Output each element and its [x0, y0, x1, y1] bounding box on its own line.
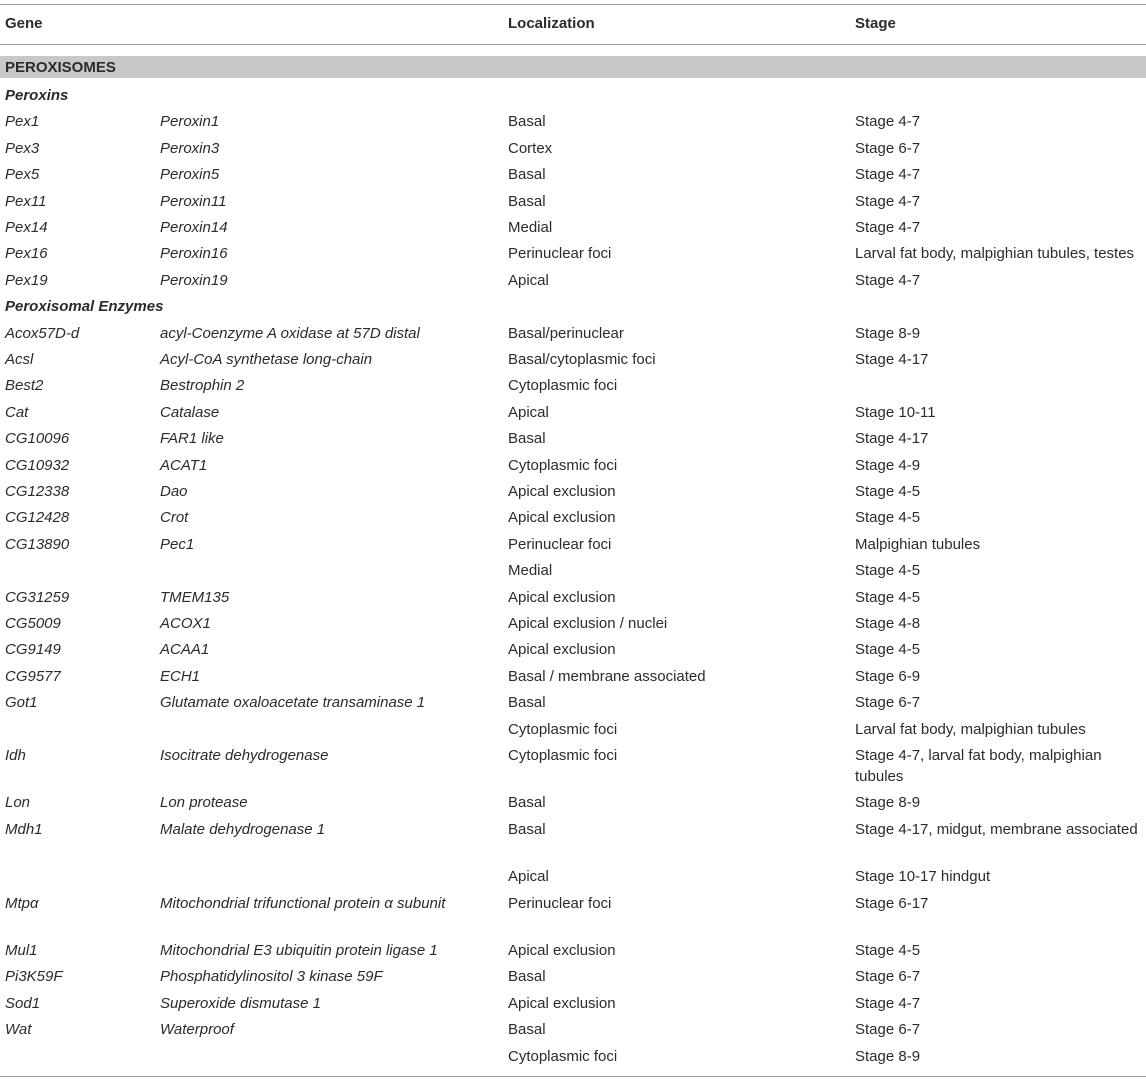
cell-gene-name: Catalase	[160, 403, 220, 421]
cell-localization: Basal	[508, 192, 546, 210]
section-title: PEROXISOMES	[5, 59, 116, 76]
cell-localization: Basal / membrane associated	[508, 667, 706, 685]
cell-stage: Stage 6-9	[855, 667, 921, 685]
cell-stage: Stage 6-17	[855, 894, 929, 912]
cell-localization: Perinuclear foci	[508, 245, 612, 263]
cell-stage: Stage 10-17 hindgut	[855, 868, 991, 886]
cell-gene-symbol: Mdh1	[5, 820, 43, 838]
cell-localization: Basal	[508, 794, 546, 812]
cell-gene-name: Peroxin19	[160, 271, 228, 289]
cell-gene-symbol: Mul1	[5, 942, 38, 959]
cell-gene-name: ACAA1	[160, 641, 210, 659]
cell-stage: Stage 4-7	[855, 166, 921, 184]
header-rule	[0, 44, 1146, 45]
cell-stage: Stage 4-17, midgut, membrane associated	[855, 820, 1138, 838]
cell-gene-name: Malate dehydrogenase 1	[160, 820, 326, 838]
cell-gene-symbol: CG10096	[5, 430, 70, 448]
cell-gene-symbol: Pi3K59F	[5, 968, 63, 986]
cell-localization: Cytoplasmic foci	[508, 720, 618, 738]
cell-localization: Basal	[508, 113, 546, 131]
cell-stage: Stage 4-7, larval fat body, malpighian tubules	[855, 747, 1102, 785]
cell-gene-symbol: CG31259	[5, 588, 70, 606]
cell-gene-symbol: Pex11	[5, 192, 47, 210]
cell-gene-name: Pec1	[160, 535, 195, 553]
cell-gene-name: ACAT1	[160, 456, 208, 474]
cell-gene-name: Bestrophin 2	[160, 377, 245, 395]
cell-gene-symbol: CG9149	[5, 641, 61, 659]
cell-localization: Apical exclusion	[508, 942, 616, 959]
bottom-rule	[0, 1076, 1146, 1077]
cell-localization: Basal	[508, 694, 546, 712]
cell-stage: Larval fat body, malpighian tubules, testes	[855, 245, 1135, 263]
cell-gene-name: TMEM135	[160, 588, 230, 606]
header-gene: Gene	[5, 15, 43, 32]
cell-stage: Stage 4-5	[855, 562, 921, 580]
cell-localization: Medial	[508, 219, 553, 236]
cell-gene-name: Peroxin16	[160, 245, 228, 263]
cell-localization: Cytoplasmic foci	[508, 377, 618, 395]
cell-gene-name: Phosphatidylinositol 3 kinase 59F	[160, 968, 383, 986]
cell-localization: Basal	[508, 968, 546, 986]
cell-gene-name: Isocitrate dehydrogenase	[160, 747, 329, 764]
cell-gene-name: acyl-Coenzyme A oxidase at 57D distal	[160, 324, 420, 342]
cell-stage: Stage 6-7	[855, 139, 921, 157]
cell-stage: Stage 4-5	[855, 483, 921, 500]
cell-localization: Basal	[508, 1021, 546, 1039]
cell-localization: Basal/perinuclear	[508, 324, 624, 342]
cell-gene-name: Peroxin5	[160, 166, 220, 184]
header-localization: Localization	[508, 15, 595, 32]
cell-localization: Apical exclusion	[508, 509, 616, 527]
cell-gene-symbol: CG5009	[5, 615, 61, 632]
cell-stage: Stage 4-17	[855, 351, 929, 368]
cell-gene-symbol: Acox57D-d	[5, 324, 80, 342]
cell-gene-name: Glutamate oxaloacetate transaminase 1	[160, 694, 426, 712]
cell-localization: Cytoplasmic foci	[508, 1047, 618, 1065]
cell-gene-symbol: Pex5	[5, 166, 40, 184]
cell-gene-name: ACOX1	[160, 615, 211, 632]
cell-stage: Stage 4-7	[855, 271, 921, 289]
cell-gene-symbol: Pex3	[5, 139, 40, 157]
cell-localization: Perinuclear foci	[508, 894, 612, 912]
group-title: Peroxisomal Enzymes	[5, 298, 164, 316]
cell-stage: Stage 8-9	[855, 794, 921, 812]
cell-stage: Stage 6-7	[855, 1021, 921, 1039]
cell-stage: Stage 8-9	[855, 324, 921, 342]
cell-gene-name: Peroxin3	[160, 139, 220, 157]
cell-localization: Basal	[508, 430, 546, 448]
cell-gene-symbol: Got1	[5, 694, 38, 712]
cell-localization: Apical exclusion / nuclei	[508, 615, 668, 632]
cell-gene-name: Mitochondrial E3 ubiquitin protein ligase 1	[160, 942, 438, 959]
cell-gene-symbol: Pex1	[5, 113, 40, 131]
cell-gene-name: Lon protease	[160, 794, 248, 812]
header-stage: Stage	[855, 15, 896, 32]
cell-stage: Stage 4-7	[855, 192, 921, 210]
cell-stage: Stage 8-9	[855, 1047, 921, 1065]
cell-localization: Apical exclusion	[508, 588, 616, 606]
group-title: Peroxins	[5, 87, 69, 104]
cell-gene-symbol: Acsl	[5, 351, 34, 368]
cell-localization: Perinuclear foci	[508, 535, 612, 553]
cell-gene-name: Peroxin11	[160, 192, 227, 210]
cell-localization: Apical	[508, 403, 549, 421]
cell-stage: Stage 4-17	[855, 430, 929, 448]
cell-gene-symbol: Pex14	[5, 219, 48, 236]
cell-localization: Cytoplasmic foci	[508, 456, 618, 474]
cell-gene-name: ECH1	[160, 667, 201, 685]
cell-stage: Stage 4-7	[855, 113, 921, 131]
cell-localization: Basal	[508, 166, 546, 184]
cell-gene-symbol: Wat	[5, 1021, 32, 1039]
cell-stage: Larval fat body, malpighian tubules	[855, 720, 1086, 738]
cell-gene-symbol: Lon	[5, 794, 31, 812]
section-band	[0, 56, 1146, 78]
cell-gene-symbol: CG10932	[5, 456, 70, 474]
cell-gene-name: Waterproof	[160, 1021, 234, 1039]
cell-stage: Stage 4-7	[855, 994, 921, 1012]
cell-gene-symbol: CG13890	[5, 535, 70, 553]
cell-stage: Stage 4-9	[855, 456, 921, 474]
cell-gene-symbol: Sod1	[5, 994, 41, 1012]
cell-localization: Apical exclusion	[508, 483, 616, 500]
cell-gene-name: Superoxide dismutase 1	[160, 994, 321, 1012]
cell-gene-name: Dao	[160, 483, 188, 500]
cell-localization: Basal/cytoplasmic foci	[508, 351, 656, 368]
cell-gene-symbol: Pex19	[5, 271, 48, 289]
cell-localization: Cortex	[508, 139, 553, 157]
cell-stage: Stage 4-5	[855, 509, 921, 527]
cell-stage: Stage 4-5	[855, 588, 921, 606]
cell-localization: Basal	[508, 820, 546, 838]
cell-gene-name: FAR1 like	[160, 430, 224, 448]
cell-gene-symbol: Pex16	[5, 245, 48, 263]
cell-gene-symbol: Best2	[5, 377, 44, 395]
cell-gene-name: Mitochondrial trifunctional protein α subunit	[160, 894, 446, 912]
cell-stage: Stage 10-11	[855, 403, 936, 421]
cell-stage: Stage 4-8	[855, 615, 921, 632]
cell-gene-name: Peroxin1	[160, 113, 220, 131]
cell-stage: Stage 4-5	[855, 942, 921, 959]
cell-gene-symbol: CG12428	[5, 509, 70, 527]
cell-localization: Medial	[508, 562, 553, 580]
cell-gene-name: Peroxin14	[160, 219, 228, 236]
cell-stage: Stage 6-7	[855, 694, 921, 712]
cell-localization: Apical	[508, 868, 549, 886]
cell-gene-symbol: CG12338	[5, 483, 70, 500]
top-rule	[0, 4, 1146, 5]
cell-stage: Stage 4-7	[855, 219, 921, 236]
cell-stage: Malpighian tubules	[855, 535, 981, 553]
cell-localization: Apical exclusion	[508, 994, 616, 1012]
cell-localization: Apical	[508, 271, 549, 289]
cell-gene-symbol: Mtpα	[5, 894, 39, 912]
cell-gene-name: Acyl-CoA synthetase long-chain	[160, 351, 373, 368]
cell-stage: Stage 4-5	[855, 641, 921, 659]
cell-gene-name: Crot	[160, 509, 189, 527]
cell-stage: Stage 6-7	[855, 968, 921, 986]
cell-localization: Cytoplasmic foci	[508, 747, 618, 764]
cell-localization: Apical exclusion	[508, 641, 616, 659]
cell-gene-symbol: CG9577	[5, 667, 61, 685]
cell-gene-symbol: Idh	[5, 747, 26, 764]
cell-gene-symbol: Cat	[5, 403, 29, 421]
